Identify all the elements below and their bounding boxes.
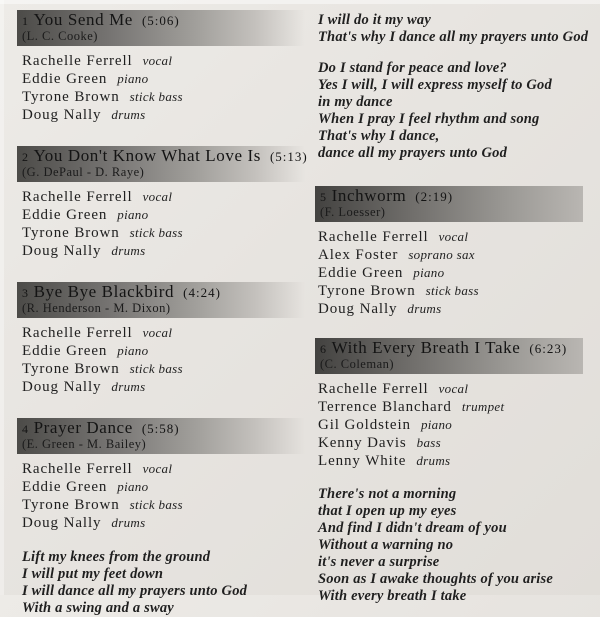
personnel-list (22, 188, 302, 260)
personnel-row (22, 360, 302, 378)
musician-instrument: vocal (438, 229, 469, 244)
lyric-line: it's never a surprise (318, 554, 440, 570)
musician-name: Tyrone Brown (22, 361, 120, 377)
track-title-line (22, 420, 302, 437)
lyric-line: When I pray I feel rhythm and song (318, 111, 540, 127)
musician-name: Alex Foster (318, 247, 399, 263)
musician-name: Doug Nally (22, 515, 102, 531)
track-composer: (G. DePaul - D. Raye) (22, 165, 145, 179)
track-composer: (C. Coleman) (320, 357, 395, 371)
personnel-row (318, 300, 581, 318)
personnel-row (318, 228, 581, 246)
musician-instrument: piano (117, 343, 149, 358)
personnel-row (22, 242, 302, 260)
musician-instrument: piano (413, 265, 445, 280)
right-track-list (318, 186, 581, 470)
personnel-row (22, 106, 302, 124)
musician-name: Rachelle Ferrell (318, 381, 429, 397)
musician-instrument: piano (420, 417, 453, 432)
personnel-row (22, 378, 302, 396)
lyrics-block-right-bottom (318, 486, 581, 605)
musician-name: Eddie Green (318, 265, 404, 281)
personnel-row (318, 246, 581, 264)
lyric-line: I will do it my way (318, 12, 431, 28)
musician-name: Tyrone Brown (22, 497, 120, 513)
lyric-line: Without a warning no (318, 537, 454, 553)
musician-name: Tyrone Brown (318, 283, 416, 299)
track-duration: (6:23) (529, 341, 568, 356)
track-entry (22, 282, 302, 396)
personnel-row (318, 380, 581, 398)
personnel-list (22, 324, 302, 396)
personnel-row (22, 224, 302, 242)
lyrics-block-right-top (318, 12, 589, 162)
personnel-row (22, 88, 302, 106)
personnel-row (318, 434, 581, 452)
musician-instrument: vocal (142, 461, 173, 476)
musician-name: Eddie Green (22, 479, 108, 495)
musician-instrument: soprano sax (408, 247, 475, 262)
track-header (17, 282, 308, 318)
musician-instrument: vocal (438, 381, 469, 396)
musician-name: Kenny Davis (318, 435, 407, 451)
track-number: 1 (22, 14, 29, 28)
personnel-row (22, 478, 302, 496)
lyric-line: And find I didn't dream of you (318, 520, 507, 536)
track-entry (22, 418, 302, 532)
track-title: Prayer Dance (33, 418, 133, 437)
lyric-line: Yes I will, I will express myself to God (318, 77, 552, 93)
track-duration: (5:13) (269, 149, 308, 164)
lyric-line: I will dance all my prayers unto God (22, 583, 248, 599)
track-entry (318, 186, 581, 318)
personnel-row (318, 416, 581, 434)
track-header (17, 146, 308, 182)
musician-instrument: drums (416, 453, 451, 468)
track-entry (22, 10, 302, 124)
track-title: Inchworm (331, 186, 407, 205)
musician-name: Eddie Green (22, 343, 108, 359)
track-title: Bye Bye Blackbird (33, 282, 175, 301)
personnel-list (318, 380, 581, 470)
track-number: 5 (320, 190, 327, 204)
musician-instrument: stick bass (129, 89, 183, 104)
musician-name: Rachelle Ferrell (22, 325, 133, 341)
track-number: 3 (22, 286, 29, 300)
personnel-row (318, 452, 581, 470)
personnel-row (22, 496, 302, 514)
right-column (318, 12, 589, 605)
musician-instrument: drums (111, 107, 146, 122)
track-composer: (R. Henderson - M. Dixon) (22, 301, 171, 315)
musician-instrument: stick bass (129, 497, 183, 512)
musician-instrument: bass (416, 435, 441, 450)
musician-instrument: trumpet (461, 399, 505, 414)
track-title-line (320, 340, 577, 357)
musician-name: Rachelle Ferrell (318, 229, 429, 245)
lyric-line: That's why I dance, (318, 128, 440, 144)
musician-name: Terrence Blanchard (318, 399, 452, 415)
lyric-line: With a swing and a sway (22, 600, 174, 616)
musician-instrument: piano (117, 479, 149, 494)
track-title-line (22, 146, 308, 165)
musician-name: Eddie Green (22, 71, 108, 87)
track-composer: (E. Green - M. Bailey) (22, 437, 147, 451)
track-title-line (320, 188, 577, 205)
lyrics-stanza (318, 60, 581, 162)
musician-instrument: stick bass (129, 225, 183, 240)
personnel-list (318, 228, 581, 318)
track-duration: (2:19) (415, 189, 454, 204)
personnel-row (318, 398, 581, 416)
musician-instrument: piano (117, 71, 149, 86)
musician-instrument: drums (111, 515, 146, 530)
musician-instrument: piano (117, 207, 149, 222)
personnel-row (22, 188, 302, 206)
track-duration: (4:24) (183, 285, 221, 300)
personnel-row (22, 70, 302, 88)
track-number: 4 (22, 422, 29, 436)
personnel-row (22, 324, 302, 342)
lyric-line: There's not a morning (318, 486, 457, 502)
track-number: 6 (320, 342, 327, 356)
musician-name: Gil Goldstein (318, 417, 411, 433)
lyric-line: that I open up my eyes (318, 503, 457, 519)
musician-name: Doug Nally (318, 301, 398, 317)
left-track-list (22, 10, 308, 532)
musician-name: Tyrone Brown (22, 225, 120, 241)
personnel-row (22, 342, 302, 360)
lyric-line: in my dance (318, 94, 393, 110)
musician-instrument: stick bass (425, 283, 479, 298)
track-entry (22, 146, 308, 260)
personnel-list (22, 460, 302, 532)
lyric-line: With every breath I take (318, 588, 467, 604)
musician-instrument: drums (111, 379, 146, 394)
lyric-line: That's why I dance all my prayers unto God (318, 29, 589, 45)
track-header (315, 186, 583, 222)
musician-name: Doug Nally (22, 379, 102, 395)
track-title-line (22, 12, 302, 29)
track-title: With Every Breath I Take (331, 338, 521, 357)
lyrics-block-left (22, 549, 302, 617)
left-column (22, 10, 308, 617)
musician-name: Tyrone Brown (22, 89, 120, 105)
lyric-line: I will put my feet down (22, 566, 164, 582)
musician-instrument: vocal (142, 189, 173, 204)
personnel-row (22, 514, 302, 532)
personnel-row (22, 206, 302, 224)
track-duration: (5:06) (141, 13, 180, 28)
musician-name: Rachelle Ferrell (22, 461, 133, 477)
musician-name: Doug Nally (22, 107, 102, 123)
musician-name: Lenny White (318, 453, 407, 469)
lyric-line: dance all my prayers unto God (318, 145, 508, 161)
track-header (315, 338, 583, 374)
track-entry (318, 338, 581, 470)
personnel-row (318, 282, 581, 300)
personnel-row (318, 264, 581, 282)
track-title: You Don't Know What Love Is (33, 146, 261, 165)
track-number: 2 (22, 150, 29, 164)
personnel-list (22, 52, 302, 124)
musician-instrument: vocal (142, 325, 173, 340)
musician-name: Rachelle Ferrell (22, 53, 133, 69)
track-title-line (22, 284, 302, 301)
track-duration: (5:58) (141, 421, 180, 436)
track-title: You Send Me (33, 10, 133, 29)
personnel-row (22, 460, 302, 478)
track-composer: (F. Loesser) (320, 205, 386, 219)
musician-name: Doug Nally (22, 243, 102, 259)
lyric-line: Soon as I awake thoughts of you arise (318, 571, 554, 587)
lyric-line: Do I stand for peace and love? (318, 60, 507, 76)
track-composer: (L. C. Cooke) (22, 29, 98, 43)
musician-name: Eddie Green (22, 207, 108, 223)
track-header (17, 10, 308, 46)
musician-name: Rachelle Ferrell (22, 189, 133, 205)
musician-instrument: drums (407, 301, 442, 316)
personnel-row (22, 52, 302, 70)
track-header (17, 418, 308, 454)
lyric-line: Lift my knees from the ground (22, 549, 211, 565)
musician-instrument: vocal (142, 53, 173, 68)
musician-instrument: stick bass (129, 361, 183, 376)
musician-instrument: drums (111, 243, 146, 258)
lyrics-stanza (318, 12, 589, 46)
